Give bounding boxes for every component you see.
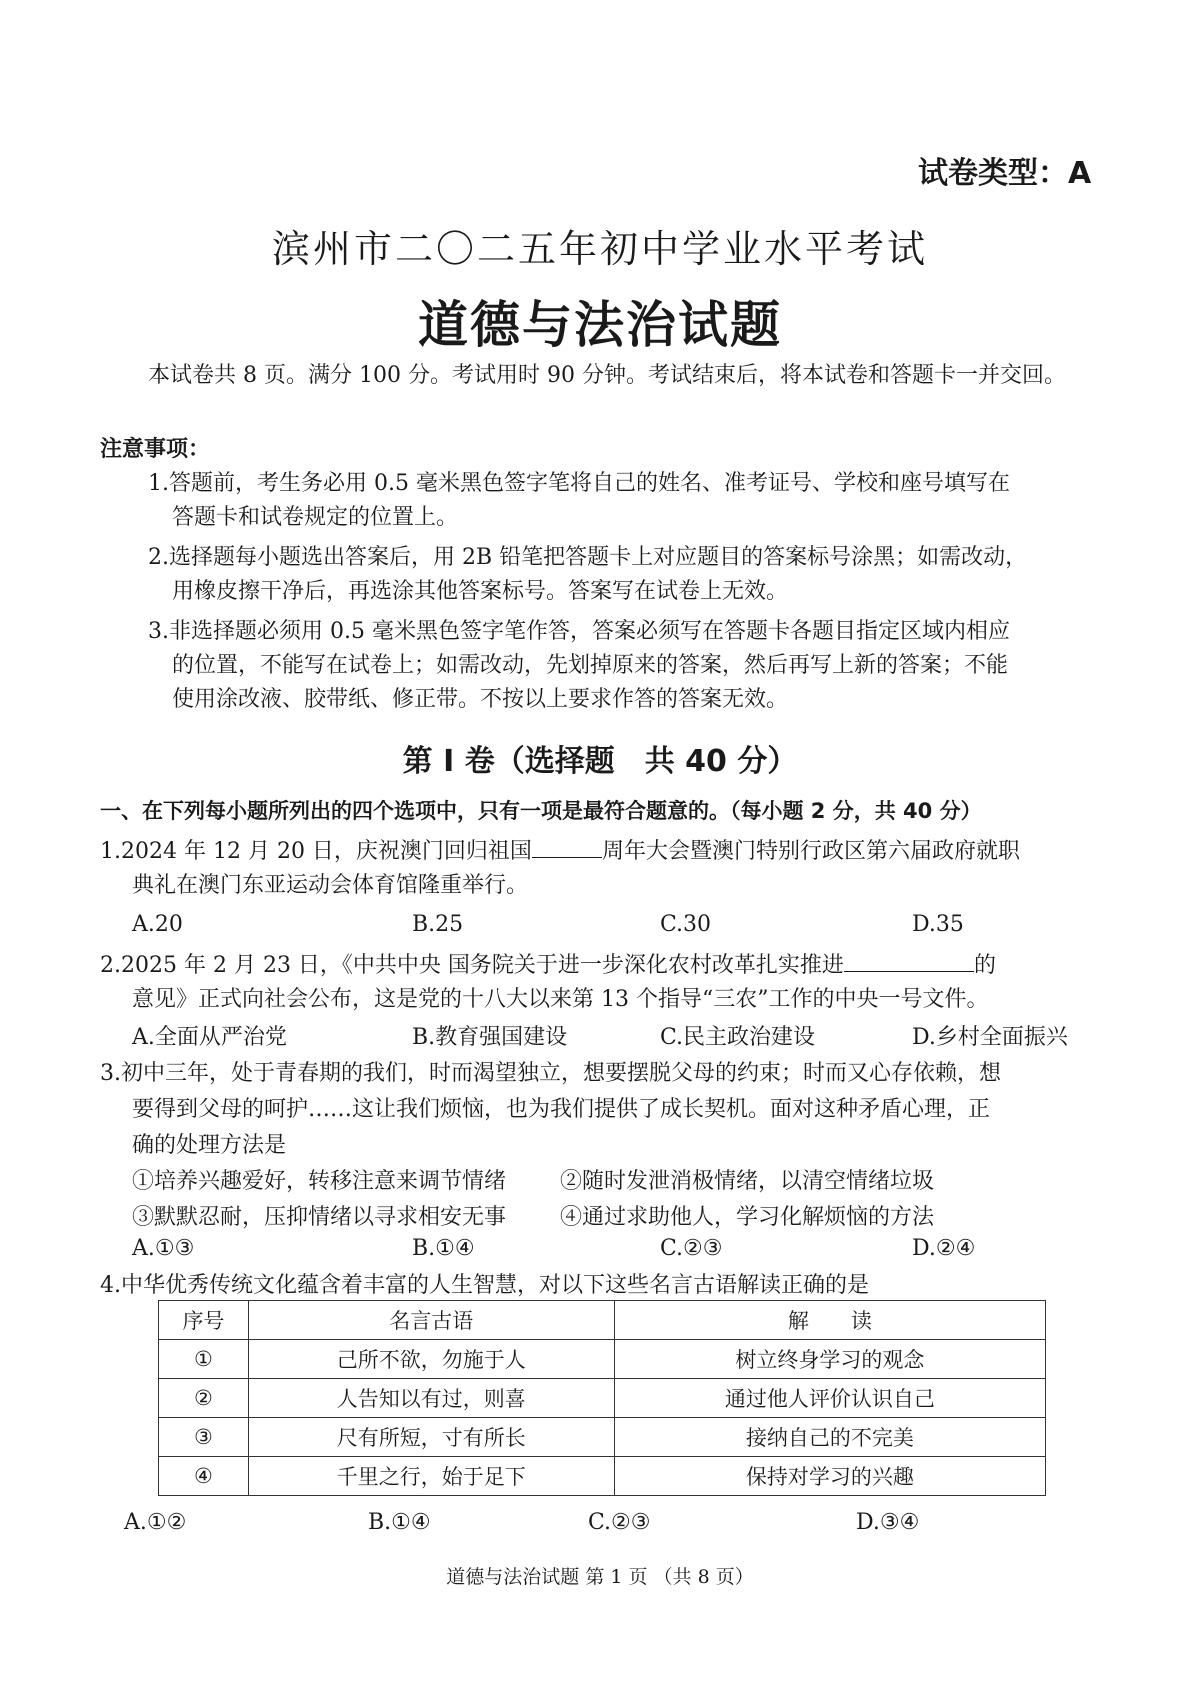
question-2-option-b: B.教育强国建设 (412, 1025, 568, 1050)
table-cell: 通过他人评价认识自己 (614, 1379, 1045, 1418)
question-4-option-b: B.①④ (368, 1510, 431, 1535)
table-row (159, 1379, 1046, 1418)
question-3-line-3: 确的处理方法是 (132, 1133, 287, 1158)
subject-title: 道德与法治试题 (418, 296, 782, 354)
table-row (159, 1457, 1046, 1496)
table-cell: 树立终身学习的观念 (614, 1340, 1045, 1379)
answer-blank (844, 953, 974, 972)
page-footer: 道德与法治试题 第 1 页 （共 8 页） (446, 1566, 754, 1588)
table-cell: 己所不欲，勿施于人 (248, 1340, 614, 1379)
question-3-option-a: A.①③ (132, 1236, 195, 1261)
table-cell: ① (159, 1340, 249, 1379)
notice-item-2: 2.选择题每小题选出答案后，用 2B 铅笔把答题卡上对应题目的答案标号涂黑；如需改动， (148, 545, 1028, 570)
question-2-option-a: A.全面从严治党 (132, 1025, 287, 1050)
table-cell: 尺有所短，寸有所长 (248, 1418, 614, 1457)
question-3-line-1: 3.初中三年，处于青春期的我们，时而渴望独立，想要摆脱父母的约束；时而又心存依赖，想 (100, 1061, 1001, 1086)
table-cell: ③ (159, 1418, 249, 1457)
notice-item-3-cont: 的位置，不能写在试卷上；如需改动，先划掉原来的答案，然后再写上新的答案；不能 (172, 653, 1009, 678)
paper-type-label: 试卷类型：A (918, 156, 1092, 191)
question-3-option-c: C.②③ (660, 1236, 723, 1261)
question-1-option-a: A.20 (132, 912, 183, 937)
table-cell: ② (159, 1379, 249, 1418)
question-1-option-c: C.30 (660, 912, 712, 937)
table-row (159, 1418, 1046, 1457)
question-3-option-d: D.②④ (912, 1236, 976, 1261)
table-cell: 千里之行，始于足下 (248, 1457, 614, 1496)
question-4-option-a: A.①② (124, 1510, 187, 1535)
question-4-option-c: C.②③ (588, 1510, 651, 1535)
part-title: 一、在下列每小题所列出的四个选项中，只有一项是最符合题意的。（每小题 2 分，共 40 分） (100, 799, 982, 823)
question-2-option-d: D.乡村全面振兴 (912, 1025, 1068, 1050)
question-3-statement-4: ④通过求助他人，学习化解烦恼的方法 (560, 1205, 935, 1230)
question-3-statement-3: ③默默忍耐，压抑情绪以寻求相安无事 (132, 1205, 507, 1230)
notice-item-3-cont2: 使用涂改液、胶带纸、修正带。不按以上要求作答的答案无效。 (172, 687, 789, 712)
notice-item-2-cont: 用橡皮擦干净后，再选涂其他答案标号。答案写在试卷上无效。 (172, 579, 789, 604)
question-2-line-2: 意见》正式向社会公布，这是党的十八大以来第 13 个指导“三农”工作的中央一号文件。 (132, 987, 989, 1012)
notice-item-1-cont: 答题卡和试卷规定的位置上。 (172, 505, 459, 530)
table-cell: 接纳自己的不完美 (614, 1418, 1045, 1457)
question-1-text-a: 1.2024 年 12 月 20 日，庆祝澳门回归祖国 (100, 839, 532, 864)
question-4-option-d: D.③④ (856, 1510, 920, 1535)
table-row (159, 1340, 1046, 1379)
question-3-statement-1: ①培养兴趣爱好，转移注意来调节情绪 (132, 1169, 507, 1194)
question-3-option-b: B.①④ (412, 1236, 475, 1261)
question-1-text-b: 周年大会暨澳门特别行政区第六届政府就职 (601, 839, 1020, 864)
question-2-option-c: C.民主政治建设 (660, 1025, 816, 1050)
notice-item-1: 1.答题前，考生务必用 0.5 毫米黑色签字笔将自己的姓名、准考证号、学校和座号填写在 (148, 471, 1010, 496)
question-2-text-b: 的 (973, 953, 996, 978)
quote-table (158, 1300, 1046, 1496)
exam-title: 滨州市二〇二五年初中学业水平考试 (271, 227, 928, 271)
question-2-text-a: 2.2025 年 2 月 23 日，《中共中央 国务院关于进一步深化农村改革扎实推进 (100, 953, 844, 978)
question-1-line-2: 典礼在澳门东亚运动会体育馆隆重举行。 (132, 873, 529, 898)
notice-item-3: 3.非选择题必须用 0.5 毫米黑色签字笔作答，答案必须写在答题卡各题目指定区域内相应 (148, 619, 1010, 644)
question-1-line-1 (100, 834, 1020, 865)
table-header: 解 读 (614, 1301, 1045, 1340)
table-cell: 保持对学习的兴趣 (614, 1457, 1045, 1496)
question-4-line-1: 4.中华优秀传统文化蕴含着丰富的人生智慧，对以下这些名言古语解读正确的是 (100, 1273, 869, 1298)
question-3-line-2: 要得到父母的呵护……这让我们烦恼，也为我们提供了成长契机。面对这种矛盾心理，正 (132, 1097, 991, 1122)
table-cell: 人告知以有过，则喜 (248, 1379, 614, 1418)
notice-heading: 注意事项： (100, 437, 211, 462)
answer-blank (532, 839, 602, 858)
question-2-line-1 (100, 948, 996, 979)
table-header-row (159, 1301, 1046, 1340)
section-title: 第 I 卷（选择题 共 40 分） (402, 744, 798, 779)
table-header: 序号 (159, 1301, 249, 1340)
question-3-statement-2: ②随时发泄消极情绪，以清空情绪垃圾 (560, 1169, 935, 1194)
question-1-option-d: D.35 (912, 912, 964, 937)
exam-intro: 本试卷共 8 页。满分 100 分。考试用时 90 分钟。考试结束后，将本试卷和答题卡一并交回。 (148, 363, 1066, 388)
table-header: 名言古语 (248, 1301, 614, 1340)
table-cell: ④ (159, 1457, 249, 1496)
question-1-option-b: B.25 (412, 912, 464, 937)
